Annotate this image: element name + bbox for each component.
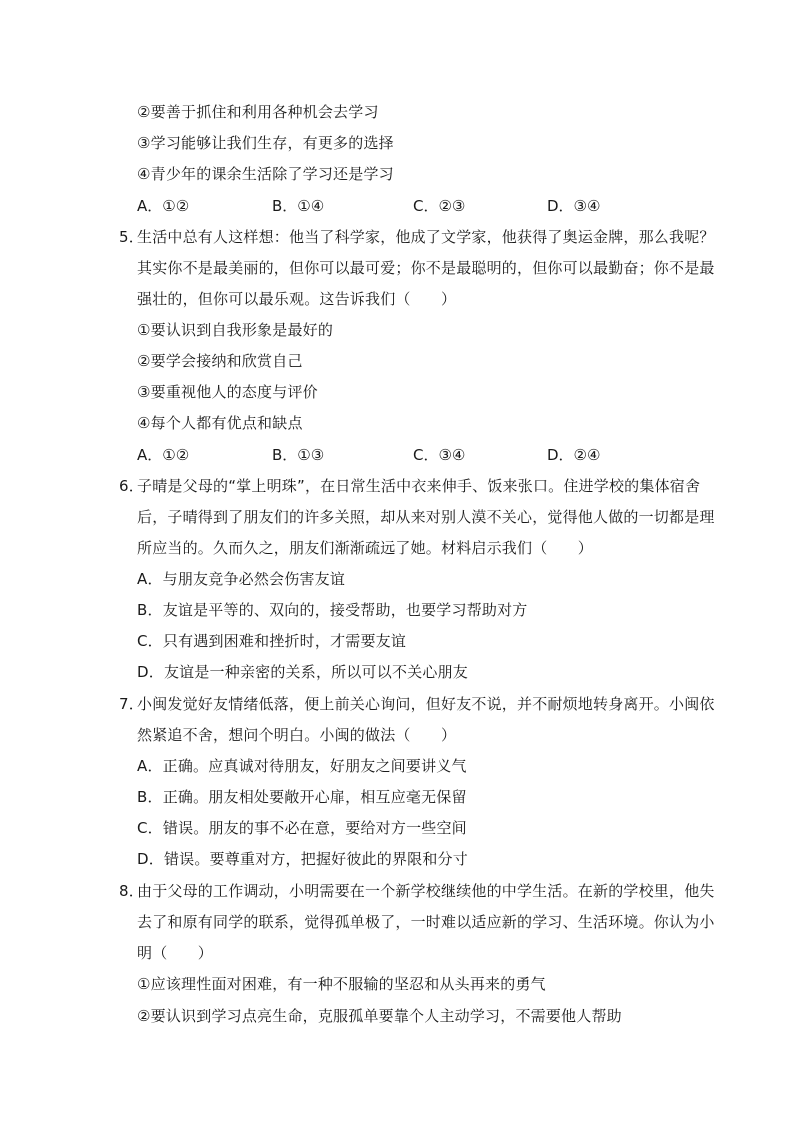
- q5-stem-line-1: 生活中总有人这样想：他当了科学家，他成了文学家，他获得了奥运金牌，那么我呢？: [137, 228, 715, 246]
- q8-stem-line-3: 明（ ）: [137, 944, 214, 962]
- q4-option-c: C．②③: [413, 197, 466, 215]
- q7-choice-c: C．错误。朋友的事不必在意，要给对方一些空间: [137, 819, 467, 837]
- q4-option-b: B．①④: [272, 197, 325, 215]
- q7-number: 7．: [119, 695, 144, 713]
- q4-item-3: ③学习能够让我们生存，有更多的选择: [137, 134, 394, 152]
- q5-number: 5．: [119, 228, 144, 246]
- q7-choice-d: D．错误。要尊重对方，把握好彼此的界限和分寸: [137, 850, 468, 868]
- q6-choice-a: A．与朋友竞争必然会伤害友谊: [137, 570, 346, 588]
- q5-item-2: ②要学会接纳和欣赏自己: [137, 352, 303, 370]
- q5-item-3: ③要重视他人的态度与评价: [137, 383, 318, 401]
- q6-number: 6．: [119, 477, 144, 495]
- q7-choice-b: B．正确。朋友相处要敞开心扉，相互应毫无保留: [137, 788, 467, 806]
- q4-option-d: D．③④: [547, 197, 601, 215]
- q8-item-2: ②要认识到学习点亮生命，克服孤单要靠个人主动学习，不需要他人帮助: [137, 1007, 622, 1025]
- q6-choice-b: B．友谊是平等的、双向的，接受帮助，也要学习帮助对方: [137, 601, 528, 619]
- q6-stem-line-1: 子晴是父母的“掌上明珠”，在日常生活中衣来伸手、饭来张口。住进学校的集体宿舍: [137, 477, 701, 495]
- q7-choice-a: A．正确。应真诚对待朋友，好朋友之间要讲义气: [137, 757, 467, 775]
- q5-option-b: B．①③: [272, 446, 325, 464]
- q4-option-a: A．①②: [137, 197, 190, 215]
- q8-stem-line-2: 去了和原有同学的联系，觉得孤单极了，一时难以适应新的学习、生活环境。你认为小: [137, 913, 715, 931]
- q5-item-1: ①要认识到自我形象是最好的: [137, 321, 334, 339]
- q6-stem-line-2: 后，子晴得到了朋友们的许多关照，却从来对别人漠不关心，觉得他人做的一切都是理: [137, 508, 715, 526]
- q4-item-2: ②要善于抓住和利用各种机会去学习: [137, 103, 379, 121]
- q6-choice-d: D．友谊是一种亲密的关系，所以可以不关心朋友: [137, 663, 468, 681]
- q5-stem-line-2: 其实你不是最美丽的，但你可以最可爱；你不是最聪明的，但你可以最勤奋；你不是最: [137, 259, 715, 277]
- q5-stem-line-3: 强壮的，但你可以最乐观。这告诉我们（ ）: [137, 290, 457, 308]
- q5-option-a: A．①②: [137, 446, 190, 464]
- q8-item-1: ①应该理性面对困难，有一种不服输的坚忍和从头再来的勇气: [137, 975, 546, 993]
- q7-stem-line-2: 然紧追不舍，想问个明白。小闽的做法（ ）: [137, 726, 457, 744]
- q5-option-c: C．③④: [413, 446, 466, 464]
- q5-option-d: D．②④: [547, 446, 601, 464]
- q5-item-4: ④每个人都有优点和缺点: [137, 414, 303, 432]
- q6-stem-line-3: 所应当的。久而久之，朋友们渐渐疏远了她。材料启示我们（ ）: [137, 539, 594, 557]
- q6-choice-c: C．只有遇到困难和挫折时，才需要友谊: [137, 632, 407, 650]
- q4-item-4: ④青少年的课余生活除了学习还是学习: [137, 165, 394, 183]
- q7-stem-line-1: 小闽发觉好友情绪低落，便上前关心询问，但好友不说，并不耐烦地转身离开。小闽依: [137, 695, 715, 713]
- q8-number: 8．: [119, 882, 144, 900]
- q8-stem-line-1: 由于父母的工作调动，小明需要在一个新学校继续他的中学生活。在新的学校里，他失: [137, 882, 715, 900]
